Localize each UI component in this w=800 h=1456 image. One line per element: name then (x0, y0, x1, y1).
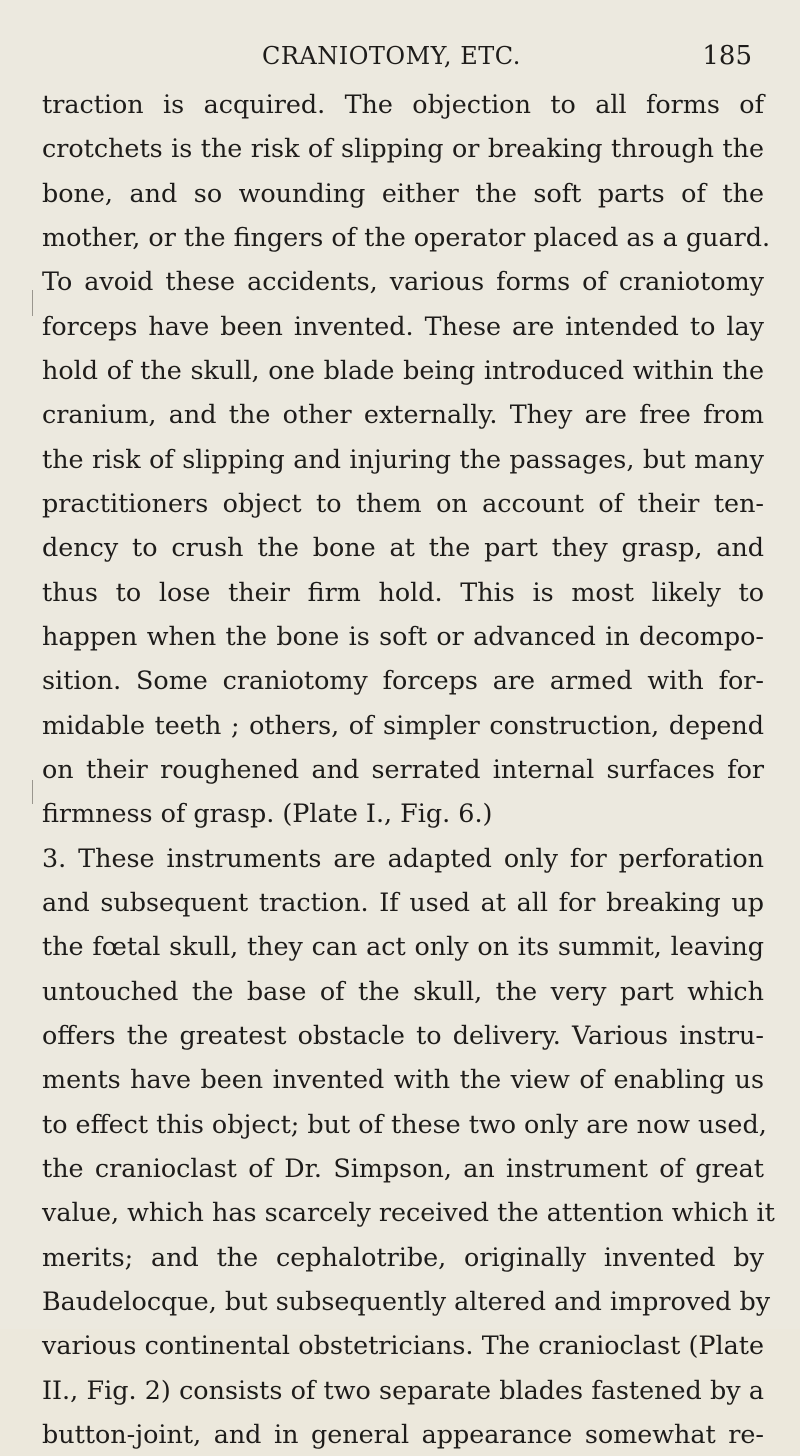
text-line: various continental obstetricians. The cranioclast (Plate (42, 1330, 764, 1361)
text-line: mother, or the fingers of the operator placed as a guard. (42, 221, 771, 252)
text-line: cranium, and the other externally. They are free from (42, 399, 764, 430)
text-line: practitioners object to them on account of their ten- (42, 487, 764, 518)
text-line: To avoid these accidents, various forms of craniotomy (42, 266, 764, 297)
text-line: crotchets is the risk of slipping or breaking through the (42, 133, 764, 164)
text-line: to effect this object; but of these two only are now used, (42, 1108, 767, 1139)
text-line: the fœtal skull, they can act only on its summit, leaving (42, 931, 764, 962)
text-line: value, which has scarcely received the attention which it (42, 1197, 775, 1228)
text-line: thus to lose their firm hold. This is most likely to (42, 576, 764, 607)
text-line: happen when the bone is soft or advanced in decompo- (42, 620, 764, 651)
text-line: on their roughened and serrated internal surfaces for (42, 753, 764, 784)
running-title: CRANIOTOMY, ETC. (262, 42, 521, 70)
text-line: untouched the base of the skull, the very part which (42, 975, 764, 1006)
text-line: and subsequent traction. If used at all for breaking up (42, 886, 764, 917)
margin-mark (32, 780, 33, 804)
text-line: ments have been invented with the view of enabling us (42, 1064, 764, 1095)
body-text (42, 82, 775, 1456)
paragraph-end-line: firmness of grasp. (Plate I., Fig. 6.) (42, 798, 493, 829)
text-line: sition. Some craniotomy forceps are armed with for- (42, 665, 764, 696)
text-line: the risk of slipping and injuring the passages, but many (42, 443, 764, 474)
text-line: button-joint, and in general appearance somewhat re- (42, 1418, 764, 1449)
text-line: midable teeth ; others, of simpler construction, depend (42, 709, 764, 740)
margin-mark (32, 290, 33, 316)
text-line: traction is acquired. The objection to all forms of (42, 89, 764, 119)
text-line: offers the greatest obstacle to delivery. Various instru- (42, 1019, 764, 1050)
section-start-line: 3. These instruments are adapted only for perforation (42, 842, 764, 873)
text-line: the cranioclast of Dr. Simpson, an instrument of great (42, 1152, 764, 1183)
text-line: hold of the skull, one blade being introduced within the (42, 354, 764, 385)
text-line: II., Fig. 2) consists of two separate blades fastened by a (42, 1374, 764, 1405)
text-line: Baudelocque, but subsequently altered and improved by (42, 1285, 771, 1316)
text-line: dency to crush the bone at the part they grasp, and (42, 532, 764, 563)
text-line: forceps have been invented. These are intended to lay (42, 310, 764, 341)
text-line: merits; and the cephalotribe, originally invented by (42, 1241, 764, 1272)
text-line: bone, and so wounding either the soft parts of the (42, 177, 764, 208)
page-number: 185 (702, 41, 752, 71)
running-head (40, 36, 752, 76)
